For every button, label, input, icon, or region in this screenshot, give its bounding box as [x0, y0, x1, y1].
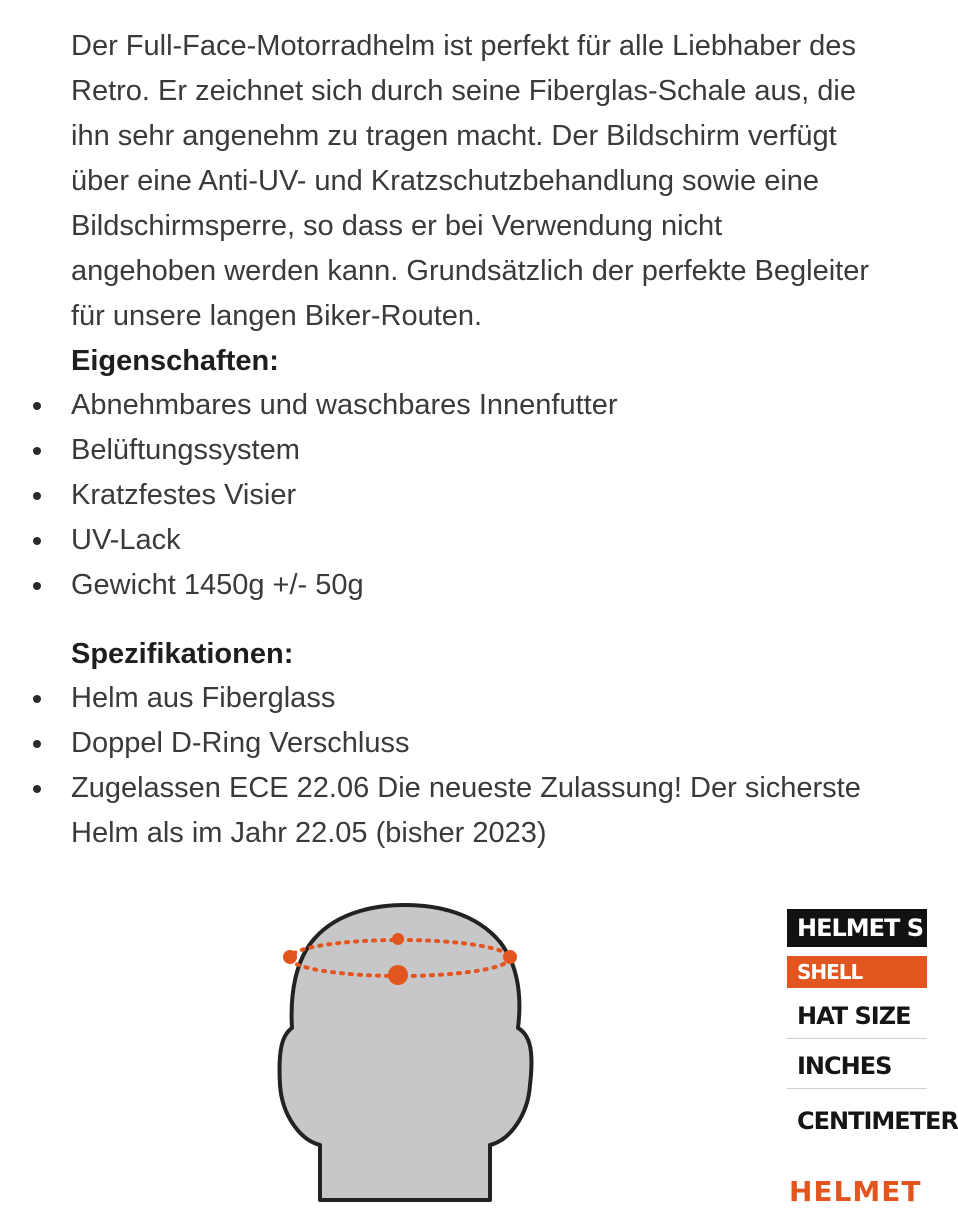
bullet-dot-icon [33, 695, 41, 703]
list-item-text: Kratzfestes Visier [71, 479, 297, 511]
bullet-dot-icon [33, 492, 41, 500]
list-item [71, 766, 871, 856]
measure-point-left [283, 950, 297, 964]
size-chart-row: INCHES [787, 1043, 927, 1089]
product-description [71, 24, 871, 856]
specs-heading: Spezifikationen: [71, 638, 294, 670]
list-item-text: Helm aus Fiberglass [71, 682, 336, 714]
size-chart-row: HAT SIZE [787, 993, 927, 1039]
head-silhouette [280, 905, 532, 1200]
size-chart-row: CENTIMETER [797, 1107, 958, 1135]
list-item [71, 676, 871, 721]
measure-point-top [392, 933, 404, 945]
bullet-dot-icon [33, 402, 41, 410]
list-item-text: Zugelassen ECE 22.06 Die neueste Zulassung! Der sicherste Helm als im Jahr 22.05 (bisher 2023) [71, 772, 861, 849]
bullet-dot-icon [33, 740, 41, 748]
list-item-text: Gewicht 1450g +/- 50g [71, 569, 364, 601]
head-measure-icon [260, 900, 550, 1200]
specs-list [71, 676, 871, 856]
features-heading: Eigenschaften: [71, 345, 279, 377]
bullet-dot-icon [33, 785, 41, 793]
bullet-dot-icon [33, 537, 41, 545]
bullet-dot-icon [33, 582, 41, 590]
list-item [71, 473, 871, 518]
features-list [71, 383, 871, 608]
list-item-text: Abnehmbares und waschbares Innenfutter [71, 389, 618, 421]
list-item [71, 428, 871, 473]
list-item-text: Belüftungssystem [71, 434, 300, 466]
description-text: Der Full-Face-Motorradhelm ist perfekt für alle Liebhaber des Retro. Er zeichnet sich durch seine Fiberglas-Schale aus, die ihn sehr angenehm zu tragen macht. Der Bildschirm verfügt über eine Anti-UV- und Kratzschutzbehandlung sowie eine Bildschirmsperre, so dass er bei Verwendung nicht angehoben werden kann. Grundsätzlich der perfekte Begleiter für unsere langen Biker-Routen. [71, 30, 870, 332]
head-measure-illustration [260, 900, 550, 1200]
measure-point-right [503, 950, 517, 964]
measure-point-front [388, 965, 408, 985]
list-item [71, 721, 871, 766]
size-chart-shell-label: SHELL [787, 956, 927, 988]
size-chart-title: HELMET S [787, 909, 927, 947]
size-chart [787, 906, 958, 1208]
bullet-dot-icon [33, 447, 41, 455]
list-item-text: UV-Lack [71, 524, 181, 556]
list-item-text: Doppel D-Ring Verschluss [71, 727, 410, 759]
list-item [71, 563, 871, 608]
size-chart-second-title: HELMET [789, 1175, 922, 1208]
list-item [71, 383, 871, 428]
list-item [71, 518, 871, 563]
